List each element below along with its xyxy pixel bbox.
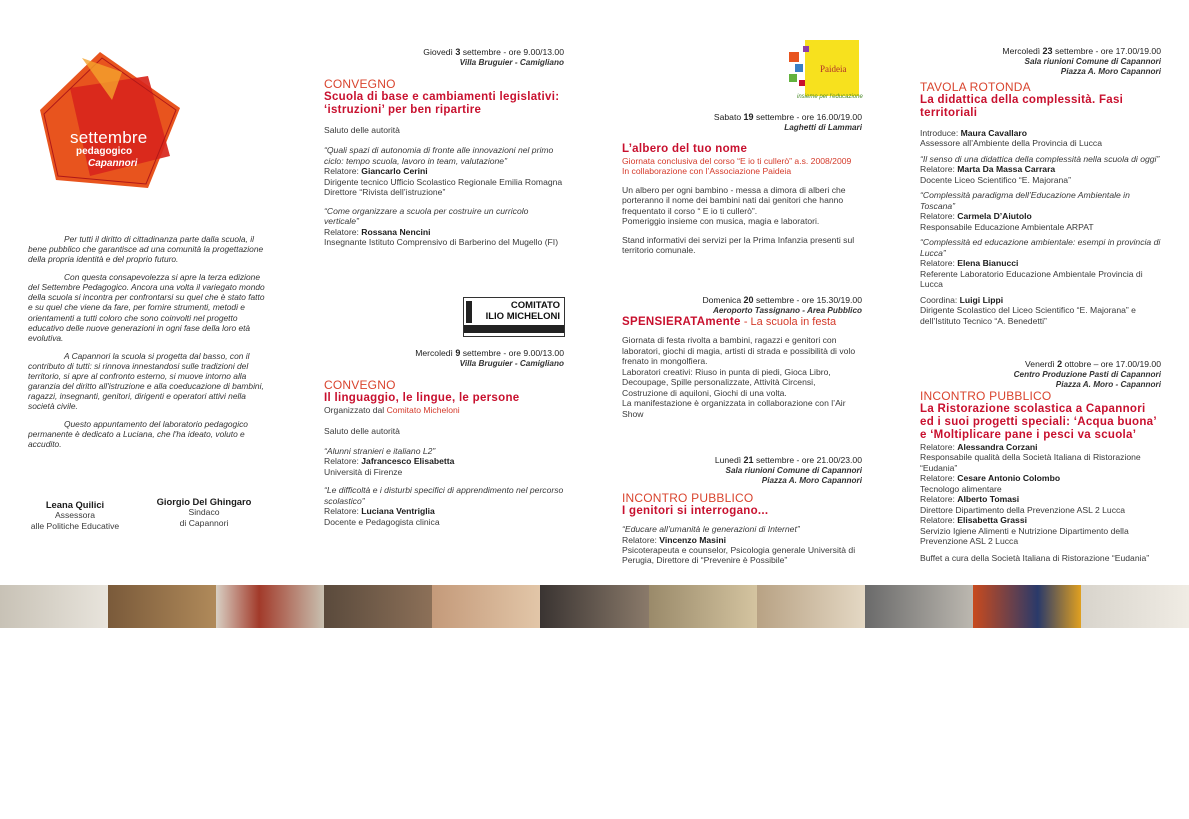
event-date: Mercoledì 9 settembre - ore 9.00/13.00 xyxy=(415,348,564,358)
event-place: Piazza A. Moro - Capannori xyxy=(1055,379,1161,389)
event-body: Giornata di festa rivolta a bambini, ragazzi e genitori con laboratori, giochi di magia, artisti di strada e possibilità di volo frenato in mongolfiera. xyxy=(622,335,856,367)
paideia-name: Paideia xyxy=(820,64,847,74)
speaker-line: Coordina: Luigi Lippi xyxy=(920,294,1004,305)
paideia-tagline: insieme per l'educazione xyxy=(797,94,863,100)
signature-name: Leana Quilici xyxy=(45,499,105,510)
photo-tile xyxy=(0,585,108,628)
event-place: Villa Bruguier - Camigliano xyxy=(459,57,564,67)
signature-role: alle Politiche Educative xyxy=(30,520,120,531)
photo-tile xyxy=(973,585,1081,628)
event-date: Domenica 20 settembre - ore 15.30/19.00 xyxy=(702,295,862,305)
photo-tile xyxy=(432,585,540,628)
event-subtitle: In collaborazione con l’Associazione Paideia xyxy=(622,166,792,177)
greeting: Saluto delle autorità xyxy=(324,425,400,436)
event-title: I genitori si interrogano... xyxy=(622,505,769,518)
signature-role: Sindaco xyxy=(188,507,220,518)
event-place: Laghetti di Lammari xyxy=(784,122,862,132)
signature-name: Giorgio Del Ghingaro xyxy=(156,496,252,507)
event-subtitle: Giornata conclusiva del corso “E io ti cullerò” a.s. 2008/2009 xyxy=(622,155,852,166)
signature-role: Assessora xyxy=(54,510,96,521)
organizer-line: Organizzato dal Comitato Micheloni xyxy=(324,405,460,416)
event-category: INCONTRO PUBBLICO xyxy=(622,490,754,505)
talk-title: “Quali spazi di autonomia di fronte alle innovazioni nel primo ciclo: tempo scuola, lavoro in team, valutazione” xyxy=(324,145,554,166)
speaker-line: Relatore: Carmela D’Aiutolo xyxy=(920,211,1032,222)
speaker-role: Docente e Pedagogista clinica xyxy=(324,516,440,527)
talk-title: “Il senso di una didattica della complessità nella scuola di oggi” xyxy=(920,153,1160,164)
settembre-pedagogico-logo xyxy=(30,48,190,196)
event-date: Mercoledì 23 settembre - ore 17.00/19.00 xyxy=(1002,46,1161,56)
comitato-micheloni-logo xyxy=(463,297,565,337)
intro-paragraph: Per tutti il diritto di cittadinanza parte dalla scuola, il bene pubblico che garantisce ad una comunità la progettazione della propria identità e del proprio futuro. xyxy=(28,234,264,265)
speaker-role: Responsabile Educazione Ambientale ARPAT xyxy=(920,221,1094,232)
intro-paragraph: A Capannori la scuola si progetta dal basso, con il contributo di tutti: si rinnova innestandosi sulle tradizioni del territorio, si apre al confronto esterno, si muove intorno alla garanzia del diritto all'istruzione e alla coeducazione di bambini, ragazzi, insegnanti, genitori, dirigenti e operatori attivi nella società civile. xyxy=(28,350,264,412)
signature-del-ghingaro xyxy=(140,496,268,528)
speaker-line: Relatore: Alessandra Corzani xyxy=(920,441,1038,452)
speaker-role: Referente Laboratorio Educazione Ambientale Provincia di Lucca xyxy=(920,268,1143,290)
speaker-line: Introduce: Maura Cavallaro xyxy=(920,127,1028,138)
comitato-line-2: ILIO MICHELONI xyxy=(485,311,560,322)
comitato-line-1: COMITATO xyxy=(510,300,560,311)
logo-line-1: settembre xyxy=(70,128,148,147)
speaker-role: Assessore all’Ambiente della Provincia di Lucca xyxy=(920,138,1102,149)
event-title: Scuola di base e cambiamenti legislativi: ‘istruzioni’ per ben ripartire xyxy=(324,91,560,117)
intro-paragraph: Questo appuntamento del laboratorio pedagogico permanente è dedicato a Luciana, che l'ha ideato, voluto e accudito. xyxy=(28,419,248,450)
event-place: Centro Produzione Pasti di Capannori xyxy=(1013,369,1161,379)
event-title: La Ristorazione scolastica a Capannori ed i suoi progetti speciali: ‘Acqua buona’ e ‘Moltiplicare pane i pesci va scuola’ xyxy=(920,403,1157,441)
talk-title: “Alunni stranieri e italiano L2” xyxy=(324,446,436,456)
paideia-logo xyxy=(787,38,862,103)
speaker-role: Responsabile qualità della Società Italiana di Ristorazione “Eudania” xyxy=(920,452,1141,473)
column-4-lower xyxy=(920,359,1161,585)
column-2-lower xyxy=(324,348,564,538)
talk-title: “Le difficoltà e i disturbi specifici di apprendimento nel percorso scolastico” xyxy=(324,485,564,506)
event-title: L’albero del tuo nome xyxy=(622,142,748,155)
logo-line-3: Capannori xyxy=(88,158,138,169)
event-place: Sala riunioni Comune di Capannori xyxy=(1024,56,1161,66)
photo-strip xyxy=(0,585,1189,628)
comitato-bar xyxy=(464,325,564,333)
talk-title: “Educare all’umanità le generazioni di Internet” xyxy=(622,524,800,535)
photo-tile xyxy=(865,585,973,628)
event-body: Pomeriggio insieme con musica, magia e laboratori. xyxy=(622,216,820,227)
event-body: La manifestazione è organizzata in collaborazione con l’Air Show xyxy=(622,398,846,419)
event-body: Laboratori creativi: Riuso in punta di piedi, Gioca Libro, Decoupage, Spille personalizzate, Attività Circensi, Costruzione di aquiloni, Giochi di una volta. xyxy=(622,366,831,398)
event-place: Piazza A. Moro Capannori xyxy=(1060,66,1161,76)
photo-tile xyxy=(649,585,757,628)
event-place: Sala riunioni Comune di Capannori xyxy=(725,465,862,475)
speaker-role: Docente Liceo Scientifico “E. Majorana” xyxy=(920,174,1071,185)
speaker-line: Relatore: Rossana Nencini xyxy=(324,226,431,237)
speaker-role: Servizio Igiene Alimenti e Nutrizione Dipartimento della Prevenzione ASL 2 Lucca xyxy=(920,525,1129,547)
event-body: Stand informativi dei servizi per la Prima Infanzia presenti sul territorio comunale. xyxy=(622,234,855,256)
buffet-note: Buffet a cura della Società Italiana di Ristorazione “Eudania” xyxy=(920,552,1150,563)
event-date: Sabato 19 settembre - ore 16.00/19.00 xyxy=(713,112,862,122)
signature-role: di Capannori xyxy=(179,517,229,528)
event-category: CONVEGNO xyxy=(324,377,396,392)
event-place: Piazza A. Moro Capannori xyxy=(761,475,862,485)
event-title: Il linguaggio, le lingue, le persone xyxy=(324,392,520,405)
column-3-lower xyxy=(622,455,862,585)
speaker-line: Relatore: Elena Bianucci xyxy=(920,258,1019,269)
photo-tile xyxy=(540,585,648,628)
event-place: Aeroporto Tassignano - Area Pubblico xyxy=(712,305,862,315)
event-body: Un albero per ogni bambino - messa a dimora di alberi che porteranno il nome dei bambini nati dai genitori che hanno frequentato il corso “ E io ti cullerò”. xyxy=(622,184,846,216)
event-category: CONVEGNO xyxy=(324,76,396,91)
column-4-upper xyxy=(920,46,1161,356)
signature-quilici xyxy=(20,499,130,531)
speaker-line: Relatore: Luciana Ventriglia xyxy=(324,506,435,517)
speaker-line: Relatore: Jafrancesco Elisabetta xyxy=(324,456,455,467)
speaker-line: Relatore: Alberto Tomasi xyxy=(920,494,1020,505)
speaker-line: Relatore: Giancarlo Cerini xyxy=(324,166,428,177)
speaker-role: Dirigente tecnico Ufficio Scolastico Regionale Emilia Romagna xyxy=(324,176,563,187)
logo-graphic-icon xyxy=(30,48,190,196)
event-category: TAVOLA ROTONDA xyxy=(920,79,1031,94)
speaker-line: Relatore: Elisabetta Grassi xyxy=(920,515,1028,526)
event-date: Venerdì 2 ottobre – ore 17.00/19.00 xyxy=(1025,359,1161,369)
intro-paragraph: Con questa consapevolezza si apre la terza edizione del Settembre Pedagogico. Ancora una volta il variegato mondo della scuola si incontra per confrontarsi su quel che è stato fatto e su quel che viene da fare, per fornire strumenti, metodi e orientamenti a tutti coloro che sono coinvolti nel progetto educativo delle nuove generazioni in ogni fase della loro età evolutiva. xyxy=(28,272,265,343)
photo-tile xyxy=(757,585,865,628)
speaker-role: Università di Firenze xyxy=(324,466,403,477)
greeting: Saluto delle autorità xyxy=(324,124,400,135)
photo-tile xyxy=(324,585,432,628)
photo-tile xyxy=(108,585,216,628)
talk-title: “Complessità ed educazione ambientale: esempi in provincia di Lucca” xyxy=(920,237,1161,258)
speaker-role: Direttore “Rivista dell’istruzione” xyxy=(324,187,446,198)
event-date: Giovedì 3 settembre - ore 9.00/13.00 xyxy=(423,47,564,57)
event-category: INCONTRO PUBBLICO xyxy=(920,388,1052,403)
speaker-role: Insegnante Istituto Comprensivo di Barberino del Mugello (FI) xyxy=(324,237,559,248)
event-title: La didattica della complessità. Fasi territoriali xyxy=(920,94,1124,120)
talk-title: “Complessità paradigma dell’Educazione Ambientale in Toscana” xyxy=(920,190,1130,211)
event-date: Lunedì 21 settembre - ore 21.00/23.00 xyxy=(714,455,862,465)
speaker-role: Tecnologo alimentare xyxy=(920,483,1002,494)
speaker-line: Relatore: Marta Da Massa Carrara xyxy=(920,164,1056,175)
event-place: Villa Bruguier - Camigliano xyxy=(459,358,564,368)
speaker-role: Dirigente Scolastico del Liceo Scientifico “E. Majorana” e dell’Istituto Tecnico “A. Benedetti” xyxy=(920,305,1136,326)
logo-line-2: pedagogico xyxy=(76,146,133,157)
speaker-role: Psicoterapeuta e counselor, Psicologia generale Università di Perugia, Direttore di “Prevenire è Possibile” xyxy=(622,545,856,566)
speaker-line: Relatore: Cesare Antonio Colombo xyxy=(920,473,1061,484)
talk-title: “Come organizzare a scuola per costruire un curricolo verticale” xyxy=(324,205,529,227)
column-3-middle xyxy=(622,295,862,455)
photo-tile xyxy=(216,585,324,628)
speaker-role: Direttore Dipartimento della Prevenzione ASL 2 Lucca xyxy=(920,504,1126,515)
speaker-line: Relatore: Vincenzo Masini xyxy=(622,534,726,545)
event-title: SPENSIERATAmente - La scuola in festa xyxy=(622,315,837,328)
photo-tile xyxy=(1081,585,1189,628)
column-3-upper xyxy=(622,112,862,287)
